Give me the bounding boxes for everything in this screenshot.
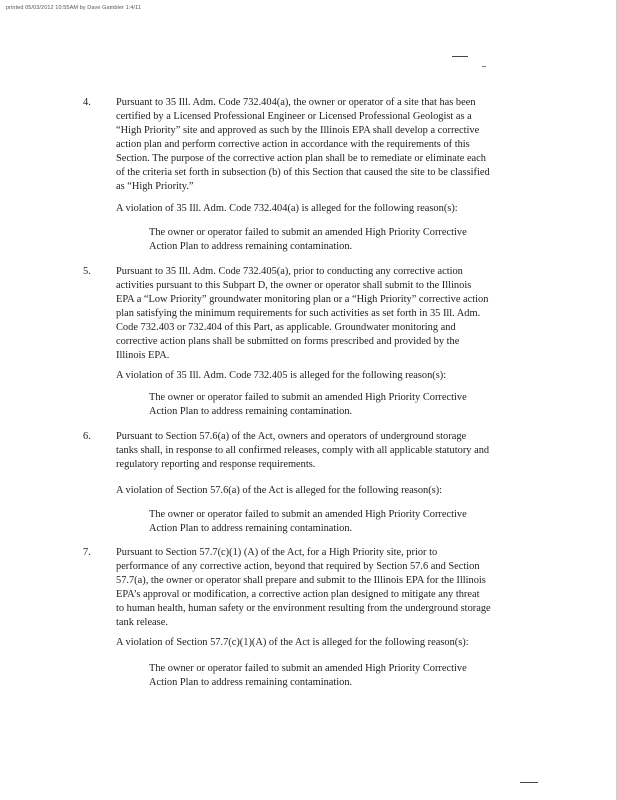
violation-statement: A violation of 35 Ill. Adm. Code 732.404(a) is alleged for the following reason(s): [116,203,458,214]
scan-dash-mark [520,782,538,783]
reason-line: Action Plan to address remaining contamination. [149,241,353,252]
item-number: 4. [83,97,91,108]
paragraph-line: tank release. [116,617,168,628]
paragraph-line: Section. The purpose of the corrective action plan shall be to remediate or eliminate each [116,153,486,164]
violation-statement: A violation of Section 57.6(a) of the Act is alleged for the following reason(s): [116,485,443,496]
paragraph-line: Pursuant to 35 Ill. Adm. Code 732.404(a), the owner or operator of a site that has been [116,97,476,108]
paragraph-line: regulatory reporting and response requirements. [116,459,316,470]
paragraph-line: activities pursuant to this Subpart D, the owner or operator shall submit to the Illinois [116,280,472,291]
reason-line: Action Plan to address remaining contamination. [149,523,353,534]
item-5-paragraph [83,265,543,363]
violation-reason [149,391,529,419]
paragraph-line: as “High Priority.” [116,181,194,192]
reason-line: The owner or operator failed to submit an amended High Priority Corrective [149,663,467,674]
paragraph-line: Illinois EPA. [116,350,170,361]
violation-reason [149,508,529,536]
violation-statement: A violation of 35 Ill. Adm. Code 732.405 is alleged for the following reason(s): [116,370,447,381]
scan-speck [482,66,486,67]
paragraph-line: performance of any corrective action, beyond that required by Section 57.6 and Section [116,561,480,572]
paragraph-line: of the criteria set forth in subsection (b) of this Section that caused the site to be classified [116,167,490,178]
paragraph-line: corrective action plans shall be submitted on forms prescribed and provided by the [116,336,460,347]
scan-header-stamp: printed 05/03/2012 10:55AM by Dave Gambler 1:4/11 [6,5,142,11]
item-6-paragraph [83,430,543,472]
paragraph-line: “High Priority” site and approved as such by the Illinois EPA shall develop a corrective [116,125,480,136]
paragraph-line: Pursuant to Section 57.7(c)(1) (A) of the Act, for a High Priority site, prior to [116,547,438,558]
paragraph-line: Code 732.403 or 732.404 of this Part, as applicable. Groundwater monitoring and [116,322,456,333]
paragraph-line: Pursuant to Section 57.6(a) of the Act, owners and operators of underground storage [116,431,467,442]
item-4-paragraph [83,96,543,194]
reason-line: The owner or operator failed to submit an amended High Priority Corrective [149,509,467,520]
paragraph-line: tanks shall, in response to all confirmed releases, comply with all applicable statutory and [116,445,490,456]
violation-statement: A violation of Section 57.7(c)(1)(A) of the Act is alleged for the following reason(s): [116,637,469,648]
paragraph-line: action plan and perform corrective action in accordance with the requirements of this [116,139,470,150]
reason-line: Action Plan to address remaining contamination. [149,406,353,417]
paragraph-line: Pursuant to 35 Ill. Adm. Code 732.405(a), prior to conducting any corrective action [116,266,463,277]
paragraph-line: plan satisfying the minimum requirements for such activities as set forth in 35 Ill. Adm. [116,308,481,319]
item-number: 7. [83,547,91,558]
paragraph-line: EPA’s approval or modification, a corrective action plan designed to mitigate any threat [116,589,480,600]
paragraph-line: EPA a “Low Priority” groundwater monitoring plan or a “High Priority” corrective action [116,294,489,305]
violation-reason [149,226,529,254]
reason-line: The owner or operator failed to submit an amended High Priority Corrective [149,392,467,403]
item-number: 6. [83,431,91,442]
reason-line: The owner or operator failed to submit an amended High Priority Corrective [149,227,467,238]
item-number: 5. [83,266,91,277]
scan-dash-mark [452,56,468,57]
paragraph-line: to human health, human safety or the environment resulting from the underground storage [116,603,491,614]
paragraph-line: 57.7(a), the owner or operator shall prepare and submit to the Illinois EPA for the Illinois [116,575,486,586]
item-7-paragraph [83,546,543,630]
paragraph-line: certified by a Licensed Professional Engineer or Licensed Professional Geologist as a [116,111,472,122]
violation-reason [149,662,529,690]
reason-line: Action Plan to address remaining contamination. [149,677,353,688]
